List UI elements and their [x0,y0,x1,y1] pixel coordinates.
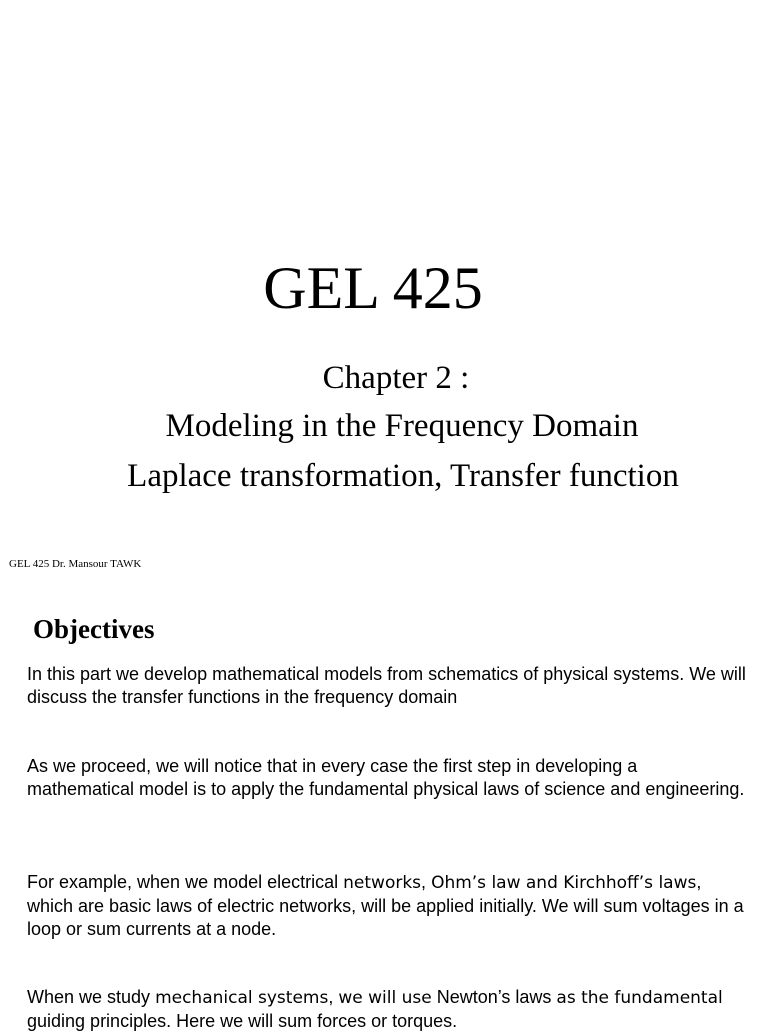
chapter-subtitle-2: Laplace transformation, Transfer function [127,458,679,494]
emphasis-ohm-kirchhoff: Ohm’s law and Kirchhoff’s laws [431,873,697,893]
chapter-label: Chapter 2 : [322,360,470,396]
paragraph-4 [27,986,747,1033]
emphasis-we-will-use: we will use [338,988,432,1008]
paragraph-3-text: , which are basic laws of electric networks, will be applied initially. We will sum voltages in a loop or sum currents at a node. [27,872,744,939]
paragraph-3-text: For example, when we model electrical [27,872,344,892]
paragraph-4-text: Newton’s laws [431,987,557,1007]
paragraph-4-text: When we study [27,987,156,1007]
slide-footer: GEL 425 Dr. Mansour TAWK [9,558,142,570]
paragraph-1: In this part we develop mathematical models from schematics of physical systems. We will discuss the transfer functions in the frequency domain [27,664,746,707]
emphasis-mechanical-systems: mechanical systems [155,988,329,1008]
paragraph-2: As we proceed, we will notice that in every case the first step in developing a mathematical model is to apply the fundamental physical laws of science and engineering. [27,756,745,799]
paragraph-4-text: guiding principles. Here we will sum forces or torques. [27,1011,458,1031]
course-title: GEL 425 [263,255,483,321]
chapter-subtitle-1: Modeling in the Frequency Domain [165,408,639,444]
paragraph-3 [27,871,747,941]
paragraph-4-text: , [328,987,339,1007]
objectives-heading: Objectives [33,614,155,644]
paragraph-3-text: , [421,872,432,892]
emphasis-fundamental: as the fundamental [556,988,723,1008]
emphasis-networks: networks [343,873,422,893]
